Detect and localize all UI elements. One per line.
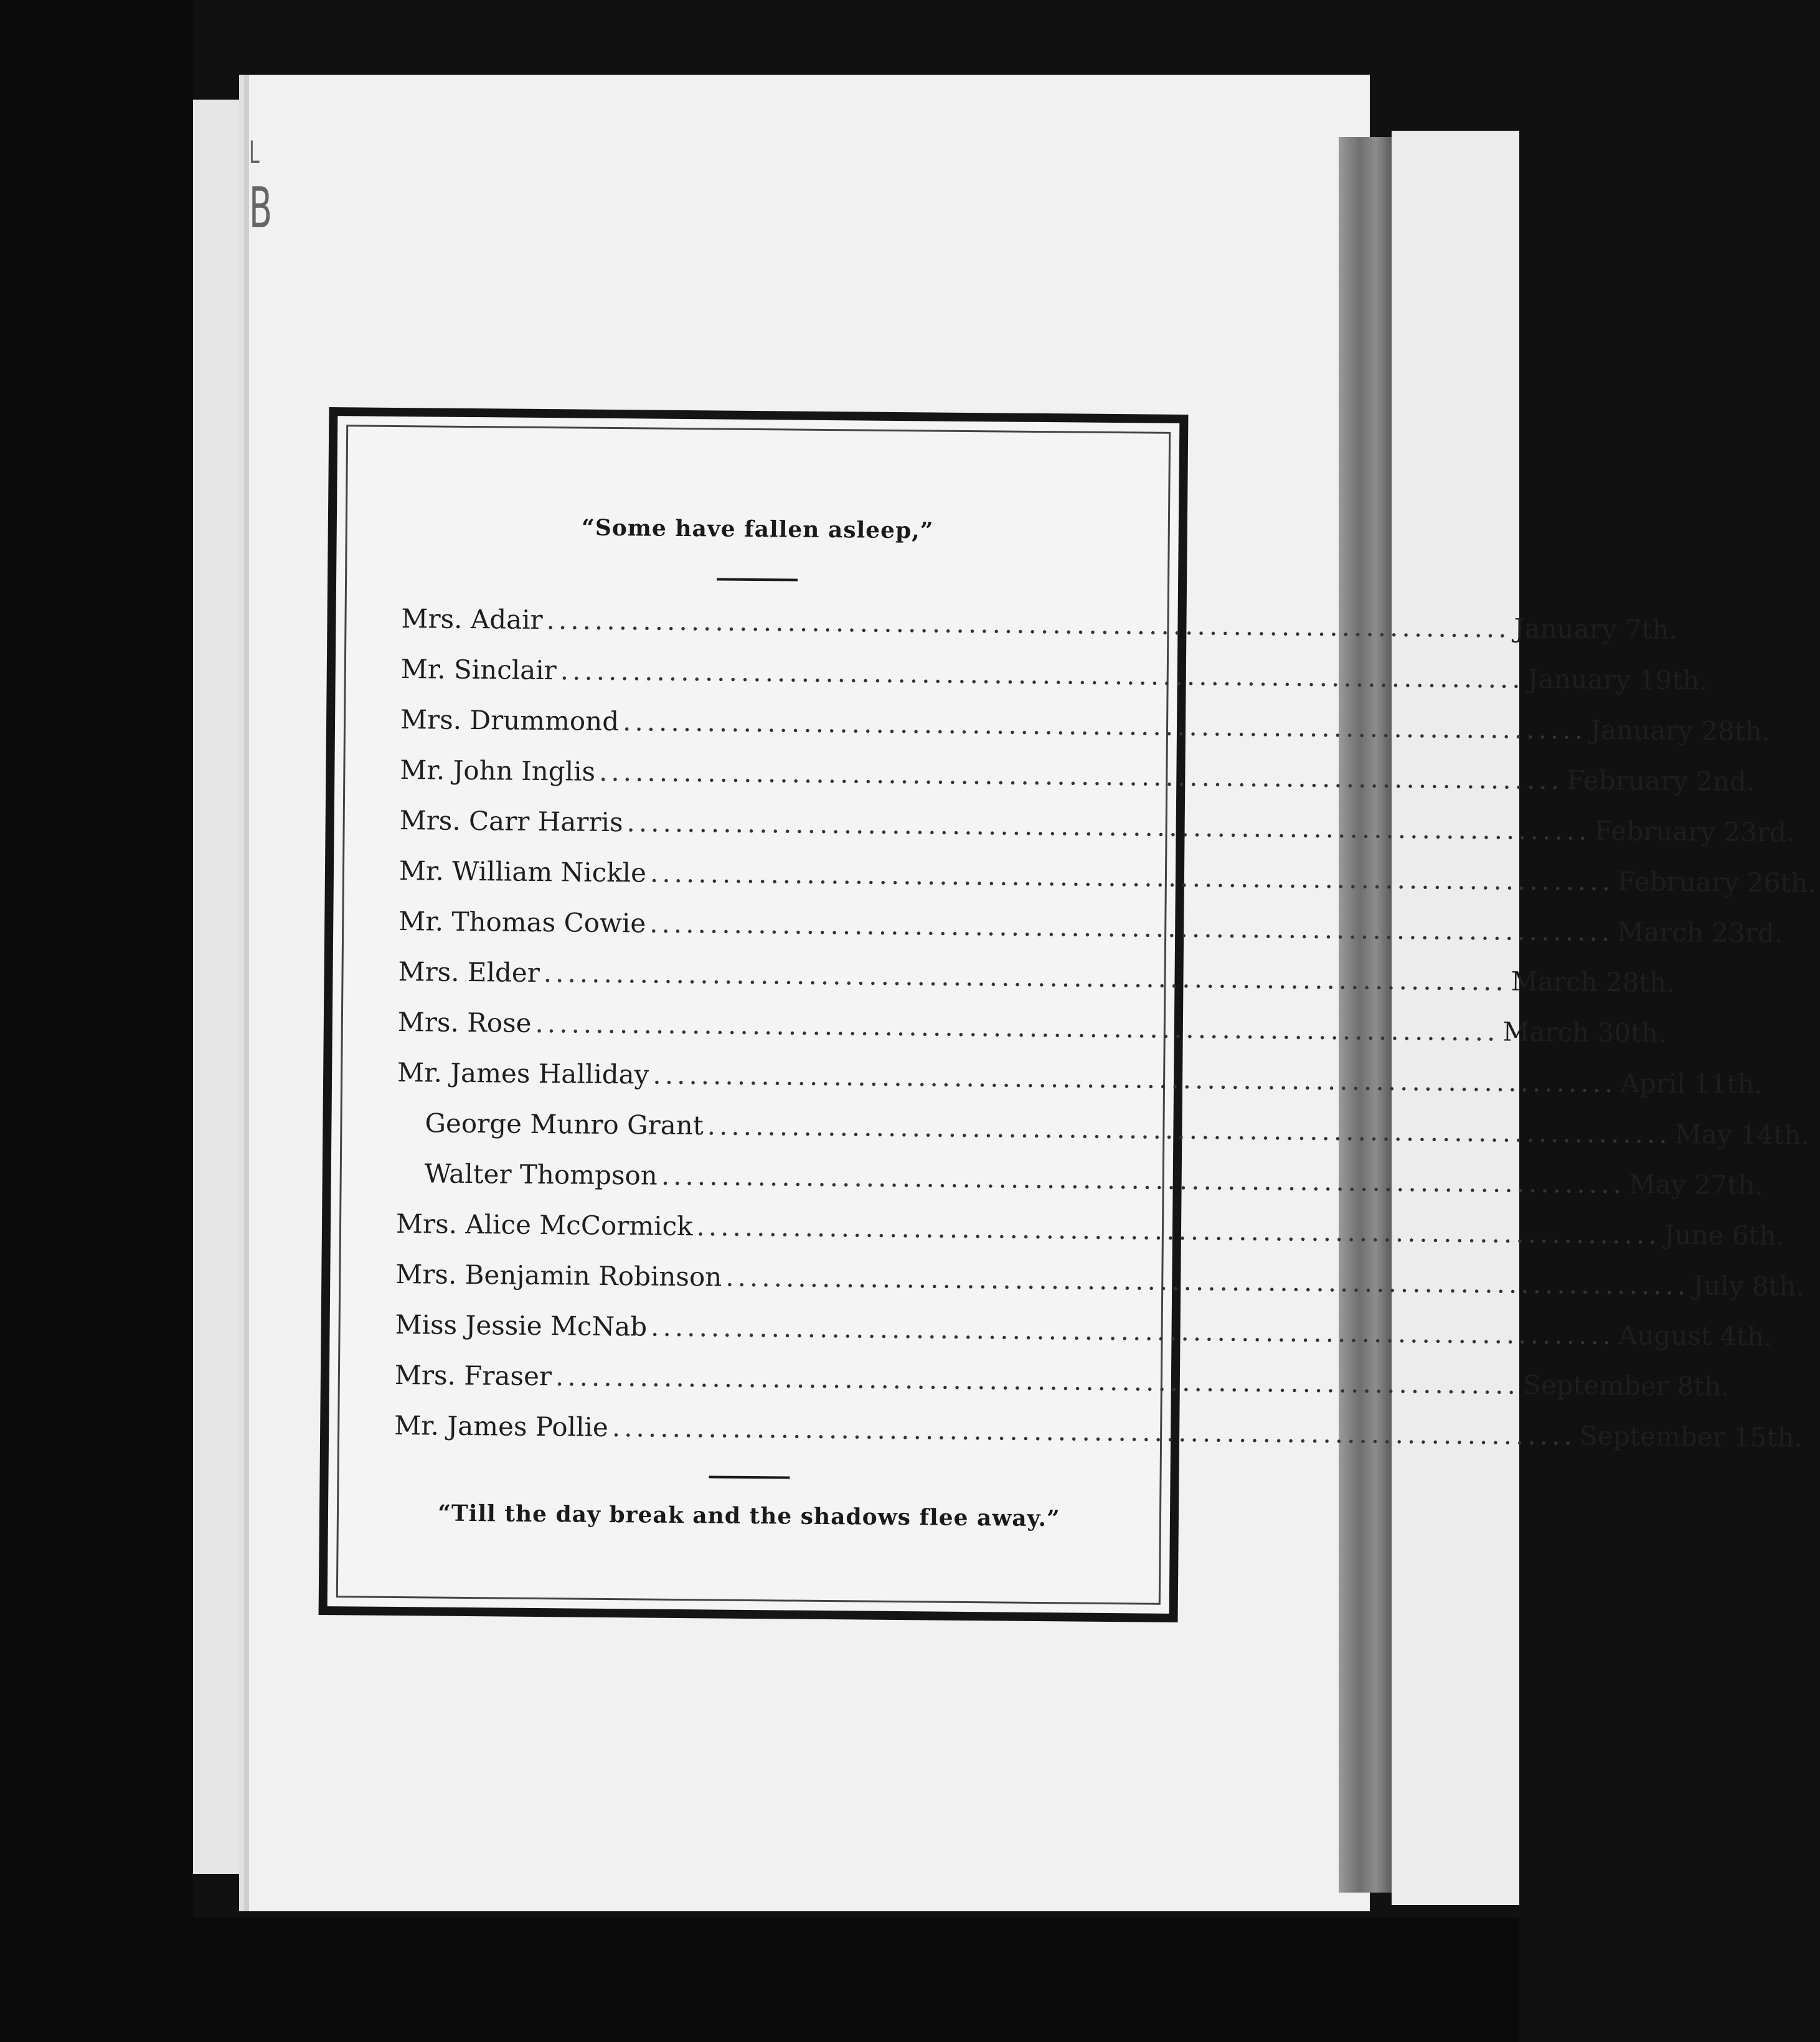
entry-name: Mrs. Benjamin Robinson xyxy=(395,1259,722,1292)
entry-name: Mr. James Halliday xyxy=(397,1057,649,1090)
dot-leader: ................................................................................ xyxy=(661,1160,1626,1200)
entry-date: January 28th. xyxy=(1590,714,1771,747)
entry-date: May 27th. xyxy=(1628,1169,1763,1201)
list-item xyxy=(398,956,1675,1013)
list-item xyxy=(397,1108,1809,1164)
back-page-mark xyxy=(249,134,273,249)
list-item xyxy=(401,603,1677,660)
entry-date: May 14th. xyxy=(1674,1118,1809,1150)
dot-leader: ................................................................................ xyxy=(650,1311,1615,1351)
list-item xyxy=(397,1007,1667,1063)
list-item xyxy=(394,1359,1730,1416)
dot-leader: ................................................................................ xyxy=(622,706,1587,745)
dot-leader: ................................................................................ xyxy=(560,655,1524,694)
list-item xyxy=(395,1309,1773,1366)
list-item xyxy=(400,755,1755,811)
entry-date: January 19th. xyxy=(1527,663,1708,696)
entry-date: April 11th. xyxy=(1620,1068,1763,1100)
back-mark-letter-2: B xyxy=(249,176,273,241)
dot-leader: ................................................................................ xyxy=(626,807,1591,846)
list-item xyxy=(399,805,1795,862)
list-item xyxy=(398,855,1816,912)
film-background-bottom xyxy=(0,1917,1519,2042)
entry-date: July 8th. xyxy=(1693,1270,1804,1302)
entry-name: Walter Thompson xyxy=(424,1158,658,1191)
entry-date: August 4th. xyxy=(1618,1320,1773,1352)
list-item xyxy=(400,654,1708,710)
dot-leader: ................................................................................ xyxy=(649,908,1614,948)
memorial-closing-verse: “Till the day break and the shadows flee away.” xyxy=(438,1500,1060,1532)
entry-name: Mrs. Elder xyxy=(398,956,540,989)
entry-name: Mr. Sinclair xyxy=(400,654,557,686)
entry-name: Mr. Thomas Cowie xyxy=(398,906,646,939)
dot-leader: ................................................................................ xyxy=(696,1211,1661,1250)
entry-date: February 23rd. xyxy=(1594,815,1795,848)
dot-leader: ................................................................................ xyxy=(555,1361,1520,1400)
memorial-list xyxy=(394,603,1816,1467)
entry-name: Mrs. Adair xyxy=(401,603,543,636)
entry-name: George Munro Grant xyxy=(425,1108,704,1141)
dot-leader: ................................................................................ xyxy=(707,1110,1671,1149)
entry-date: September 15th. xyxy=(1579,1420,1803,1453)
dot-leader: ................................................................................ xyxy=(649,857,1615,897)
list-item xyxy=(400,704,1771,761)
entry-name: Mrs. Carr Harris xyxy=(399,805,623,838)
dot-leader: ................................................................................ xyxy=(543,957,1508,997)
entry-name: Mr. William Nickle xyxy=(398,855,647,888)
entry-date: March 30th. xyxy=(1502,1016,1667,1048)
entry-date: February 2nd. xyxy=(1566,765,1755,798)
memorial-heading: “Some have fallen asleep,” xyxy=(581,514,934,544)
film-background-left xyxy=(0,0,193,2042)
entry-date: March 28th. xyxy=(1511,966,1675,998)
list-item xyxy=(395,1259,1804,1315)
dot-leader: ................................................................................ xyxy=(653,1059,1617,1099)
list-item xyxy=(398,906,1783,962)
entry-name: Mr. John Inglis xyxy=(400,755,596,787)
entry-date: March 23rd. xyxy=(1617,916,1783,949)
dot-leader: ................................................................................ xyxy=(611,1412,1577,1451)
dot-leader: ................................................................................ xyxy=(546,605,1511,644)
entry-date: January 7th. xyxy=(1514,613,1677,645)
back-mark-letter-1: L xyxy=(249,134,260,171)
entry-date: September 8th. xyxy=(1522,1369,1730,1402)
dot-leader: ................................................................................ xyxy=(725,1261,1690,1301)
list-item xyxy=(395,1208,1785,1265)
entry-name: Mrs. Fraser xyxy=(394,1359,552,1392)
memorial-card xyxy=(319,407,1816,1622)
entry-date: June 6th. xyxy=(1664,1219,1785,1251)
entry-name: Mrs. Rose xyxy=(397,1007,532,1038)
entry-date: February 26th. xyxy=(1617,866,1816,898)
dot-leader: ................................................................................ xyxy=(535,1007,1499,1047)
dot-leader: ................................................................................ xyxy=(598,756,1563,796)
list-item xyxy=(394,1409,1803,1467)
entry-name: Mrs. Drummond xyxy=(400,704,620,737)
list-item xyxy=(397,1057,1763,1114)
entry-name: Miss Jessie McNab xyxy=(395,1309,648,1342)
entry-name: Mr. James Pollie xyxy=(394,1409,609,1442)
entry-name: Mrs. Alice McCormick xyxy=(395,1208,693,1242)
list-item xyxy=(396,1158,1763,1215)
